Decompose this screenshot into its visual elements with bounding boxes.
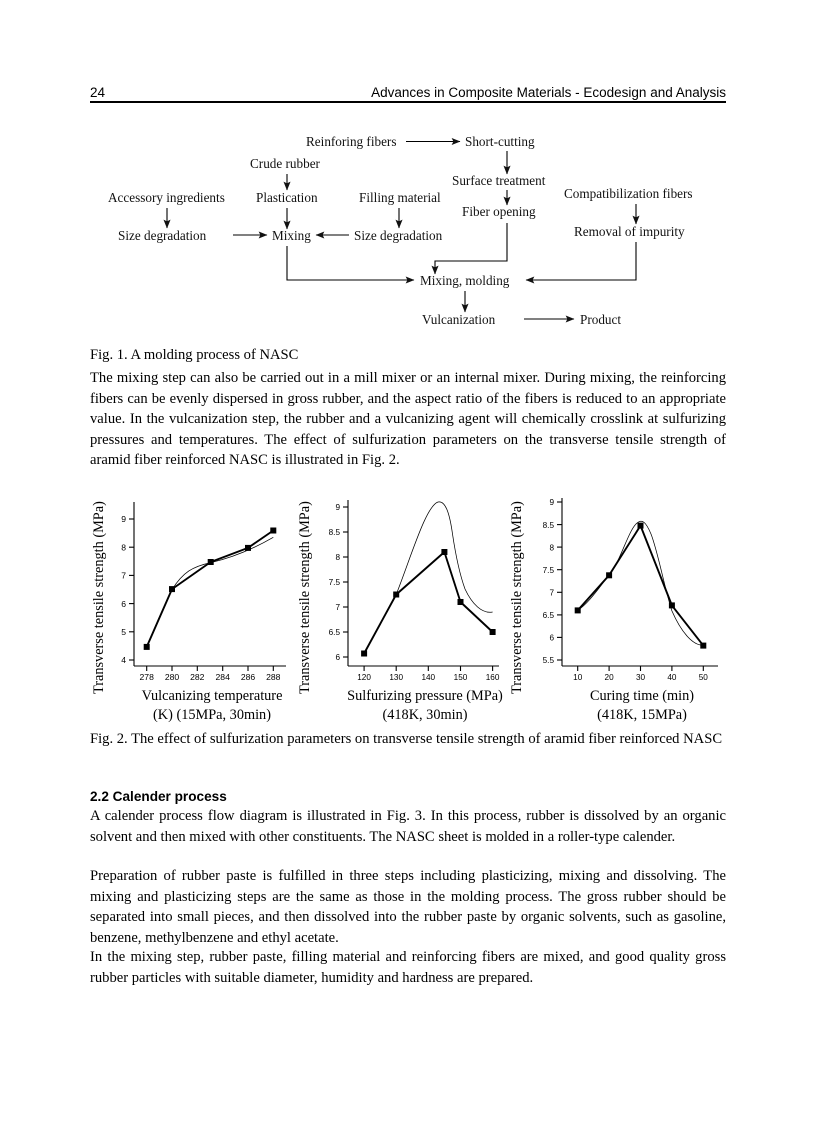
chart-2-xtick-140: 140 [421, 673, 436, 682]
flow-node-surface-treatment: Surface treatment [452, 173, 546, 188]
chart-3-xtick-20: 20 [604, 673, 614, 682]
chart-2-xtick-130: 130 [389, 673, 404, 682]
flow-node-reinforcing-fibers: Reinforing fibers [306, 134, 397, 149]
chart-3-ytick-8-0: 8 [549, 543, 554, 553]
chart-1-xlabel: Vulcanizing temperature [141, 688, 283, 704]
chart-2-y-ticks [329, 503, 348, 662]
flow-node-size-degradation-mid: Size degradation [354, 228, 443, 243]
arrow-fiberopening-to-mixingmolding [435, 223, 507, 274]
page-number: 24 [90, 85, 106, 100]
figure-2-charts [88, 494, 736, 726]
chart-curing-time [506, 494, 736, 726]
paragraph-mixing-step: The mixing step can also be carried out in a mill mixer or an internal mixer. During mixing, the reinforcing fibers can be evenly dispersed in gross rubber, and the aspect ratio of the fibers is reduced to an appropriate value. In the vulcanization step, the rubber and a vulcanizing agent will chemically crosslink at sulfurizing pressures and temperatures. The effect of sulfurization parameters on the transverse tensile strength of aramid fiber reinforced NASC is illustrated in Fig. 2. [90, 370, 726, 469]
chart-3-ytick-7-5: 7.5 [542, 565, 554, 575]
chart-2-ylabel: Transverse tensile strength (MPa) [297, 501, 313, 694]
section-heading-calender-process: 2.2 Calender process [90, 789, 227, 804]
chart-1-ylabel: Transverse tensile strength (MPa) [91, 501, 107, 694]
chart-1-xtick-278: 278 [139, 672, 154, 682]
chart-3-y-ticks [543, 498, 562, 665]
flow-node-accessory-ingredients: Accessory ingredients [108, 190, 225, 205]
chart-3-series-line [578, 526, 704, 646]
chart-2-ytick-7-5: 7.5 [328, 578, 340, 587]
arrow-removal-to-mixingmolding [526, 242, 636, 280]
chart-1-y-ticks [121, 514, 134, 665]
chart-1-fit-curve [147, 537, 274, 647]
flow-node-short-cutting: Short-cutting [465, 134, 535, 149]
chart-1-ytick-5: 5 [121, 627, 126, 637]
flow-node-product: Product [580, 312, 622, 327]
chart-1-x-ticks [140, 666, 281, 682]
flow-node-fiber-opening: Fiber opening [462, 204, 536, 219]
figure-1-flow-diagram [90, 128, 726, 338]
figure-1-caption: Fig. 1. A molding process of NASC [90, 347, 299, 363]
chart-3-xtick-10: 10 [573, 673, 583, 682]
chart-2-ytick-6-5: 6.5 [328, 628, 340, 637]
chart-2-ytick-8-0: 8 [335, 553, 340, 562]
arrow-mixing-to-mixingmolding [287, 246, 414, 280]
flow-node-crude-rubber: Crude rubber [250, 156, 320, 171]
flow-node-removal-of-impurity: Removal of impurity [574, 224, 685, 239]
chart-vulcanizing-temperature [88, 494, 300, 726]
chart-1-ytick-4: 4 [121, 655, 126, 666]
chart-2-ytick-6-0: 6 [335, 653, 340, 662]
chart-2-fit-curve [396, 502, 492, 612]
chart-3-ytick-6-5: 6.5 [542, 611, 554, 621]
chart-1-xtick-286: 286 [240, 672, 256, 682]
page-header [90, 78, 726, 100]
flow-node-plastication: Plastication [256, 190, 318, 205]
chart-3-xlabel-conditions: (418K, 15MPa) [597, 707, 687, 723]
chart-2-ytick-8-5: 8.5 [328, 528, 340, 537]
chart-3-ytick-7-0: 7 [549, 588, 554, 598]
chart-2-xlabel: Sulfurizing pressure (MPa) [347, 688, 503, 704]
chart-3-ylabel: Transverse tensile strength (MPa) [509, 501, 525, 694]
chart-1-series-line [147, 531, 274, 647]
running-title: Advances in Composite Materials - Ecodesign and Analysis [371, 85, 726, 100]
chart-3-ytick-5-5: 5.5 [542, 656, 554, 666]
figure-2-caption: Fig. 2. The effect of sulfurization parameters on transverse tensile strength of aramid fiber reinforced NASC [90, 731, 723, 747]
chart-3-xtick-30: 30 [635, 673, 646, 682]
flow-node-vulcanization: Vulcanization [422, 312, 496, 327]
paragraph-rubber-paste: Preparation of rubber paste is fulfilled in three steps including plasticizing, mixing and dissolving. The mixing and plasticizing steps are the same as those in the molding process. The gross rubber should be separated into small pieces, and then dissolved into the rubber paste by organic solvents, such as gasoline, benzene, methylbenzene and ethyl acetate. [90, 868, 726, 946]
chart-2-xlabel-conditions: (418K, 30min) [382, 707, 468, 723]
flow-node-filling-material: Filling material [359, 190, 441, 205]
chart-1-ytick-7: 7 [121, 570, 126, 581]
chart-3-ytick-9-0: 9 [549, 498, 554, 508]
chart-3-ytick-8-5: 8.5 [542, 520, 554, 530]
chart-1-xtick-282: 282 [190, 672, 205, 682]
chart-1-ytick-6: 6 [121, 598, 126, 609]
chart-3-xlabel: Curing time (min) [589, 688, 695, 704]
chart-2-xtick-160: 160 [485, 673, 500, 682]
chart-1-xtick-284: 284 [215, 672, 230, 682]
chart-3-fit-curve [578, 521, 704, 645]
chart-3-ytick-6-0: 6 [549, 633, 554, 643]
chart-2-ytick-9-0: 9 [335, 503, 340, 512]
chart-2-xtick-120: 120 [357, 673, 371, 682]
chart-1-xtick-280: 280 [164, 672, 180, 682]
chart-3-x-ticks [573, 666, 708, 682]
chart-1-ytick-8: 8 [121, 542, 126, 553]
chart-1-xtick-288: 288 [266, 672, 281, 682]
chart-sulfurizing-pressure [294, 494, 512, 726]
chart-2-ytick-7-0: 7 [335, 603, 340, 612]
chart-2-x-ticks [357, 666, 500, 682]
chart-2-xtick-150: 150 [453, 673, 468, 682]
header-divider [90, 101, 726, 103]
flow-node-mixing: Mixing [272, 228, 311, 243]
chart-3-markers [575, 523, 707, 649]
paragraph-mixing-step-2: In the mixing step, rubber paste, filling material and reinforcing fibers are mixed, and good quality gross rubber particles with suitable diameter, humidity and hardness are prepared. [90, 949, 726, 986]
paragraph-calender-intro: A calender process flow diagram is illustrated in Fig. 3. In this process, rubber is dissolved by an organic solvent and then mixed with other constituents. The NASC sheet is molded in a roller-type calender. [90, 808, 726, 845]
chart-1-xlabel-conditions: (K) (15MPa, 30min) [153, 707, 271, 723]
flow-node-mixing-molding: Mixing, molding [420, 273, 510, 288]
chart-1-ytick-9: 9 [121, 514, 126, 525]
flow-node-size-degradation-left: Size degradation [118, 228, 207, 243]
flow-node-compatibilization-fibers: Compatibilization fibers [564, 186, 693, 201]
chart-3-xtick-50: 50 [698, 673, 708, 682]
chart-3-xtick-40: 40 [667, 673, 677, 682]
